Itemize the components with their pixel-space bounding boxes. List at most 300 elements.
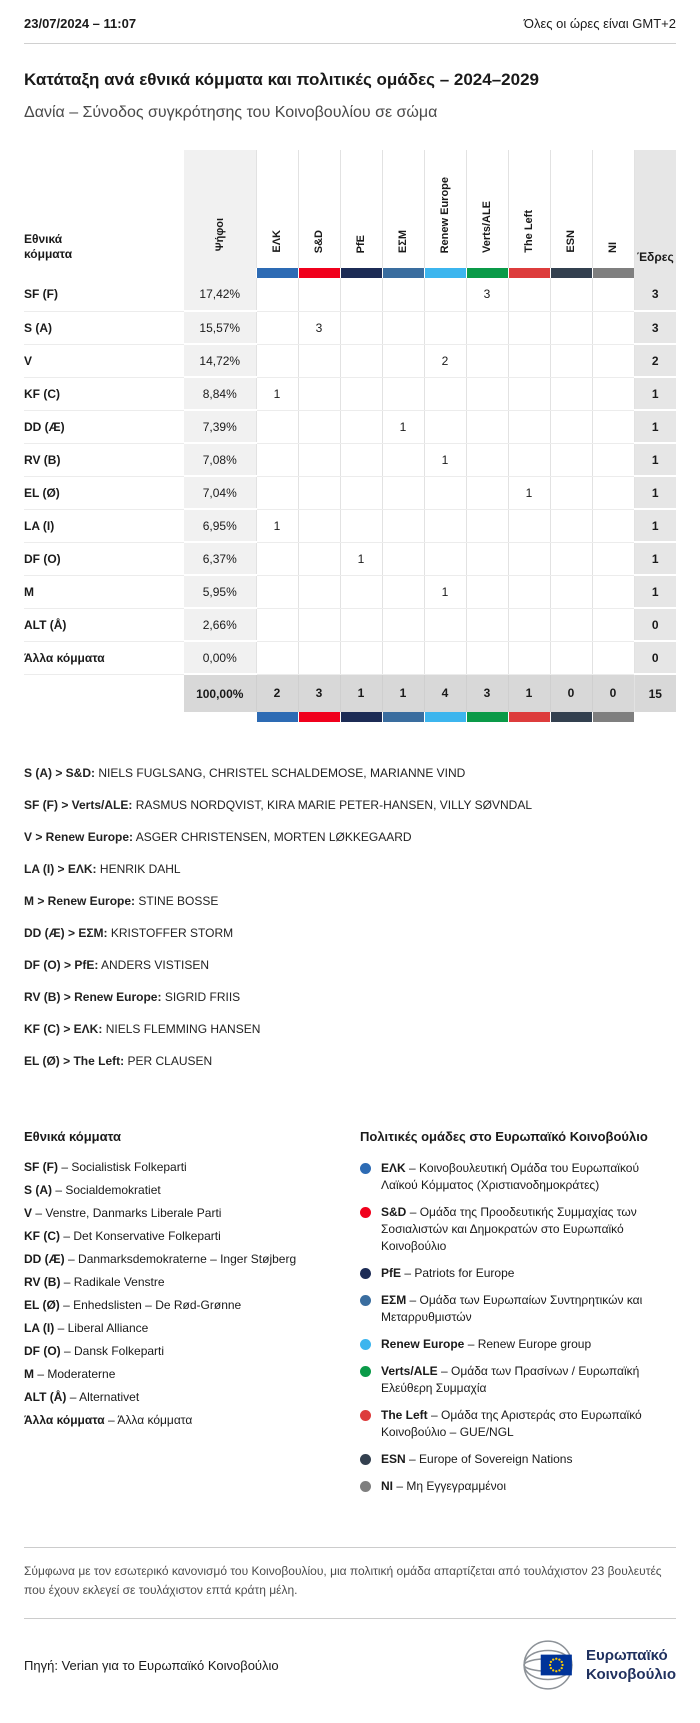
table-row xyxy=(24,377,676,410)
group-seats-cell xyxy=(424,377,466,410)
group-seats-cell xyxy=(424,542,466,575)
group-seats-cell xyxy=(508,278,550,311)
legend-party-item xyxy=(24,1413,356,1427)
table-row xyxy=(24,542,676,575)
legend-party-item xyxy=(24,1367,356,1381)
group-seats-cell xyxy=(550,377,592,410)
ep-logo-line2: Κοινοβούλιο xyxy=(585,1666,676,1683)
group-seats-cell xyxy=(340,608,382,641)
legend-group-text xyxy=(381,1265,514,1282)
party-code: DF (O) xyxy=(24,1344,61,1358)
party-name: SF (F) xyxy=(24,278,184,311)
total-group-seats: 3 xyxy=(298,674,340,712)
mep-line-names: KRISTOFFER STORM xyxy=(110,926,234,940)
group-code: Renew Europe xyxy=(381,1337,465,1351)
mep-line-prefix: S (A) > S&D: xyxy=(24,766,96,780)
party-code: M xyxy=(24,1367,34,1381)
group-color-dot xyxy=(360,1268,371,1279)
legend-group-text xyxy=(381,1336,591,1353)
mep-line-prefix: SF (F) > Verts/ALE: xyxy=(24,798,133,812)
total-group-seats: 1 xyxy=(340,674,382,712)
divider xyxy=(24,1547,676,1548)
total-group-seats: 2 xyxy=(256,674,298,712)
group-seats-cell xyxy=(298,509,340,542)
legend-groups-title: Πολιτικές ομάδες στο Ευρωπαϊκό Κοινοβούλιο xyxy=(360,1129,648,1144)
group-seats-cell xyxy=(256,278,298,311)
group-color-bar xyxy=(298,268,340,278)
page-subtitle: Δανία – Σύνοδος συγκρότησης του Κοινοβουλίου σε σώμα xyxy=(24,104,438,121)
group-color-bar xyxy=(340,268,382,278)
total-group-seats: 0 xyxy=(592,674,634,712)
party-full-name: – Venstre, Danmarks Liberale Parti xyxy=(35,1206,222,1220)
group-seats-cell xyxy=(340,443,382,476)
group-seats-cell xyxy=(298,443,340,476)
legend-party-item xyxy=(24,1183,356,1197)
group-seats-cell xyxy=(466,641,508,674)
group-seats-cell xyxy=(550,641,592,674)
party-full-name: – Enhedslisten – De Rød-Grønne xyxy=(63,1298,242,1312)
party-name: ALT (Å) xyxy=(24,608,184,641)
group-column-label: Verts/ALE xyxy=(481,201,493,253)
mep-line-prefix: RV (B) > Renew Europe: xyxy=(24,990,162,1004)
group-seats-cell xyxy=(424,641,466,674)
votes-percent: 8,84% xyxy=(184,377,256,410)
group-column-header-epp xyxy=(256,150,298,268)
group-seats-cell xyxy=(256,344,298,377)
mep-line-prefix: DD (Æ) > ΕΣΜ: xyxy=(24,926,108,940)
group-seats-cell xyxy=(592,443,634,476)
group-color-bar xyxy=(508,712,550,722)
total-votes: 100,00% xyxy=(184,674,256,712)
party-code: RV (B) xyxy=(24,1275,61,1289)
group-column-label: Renew Europe xyxy=(439,176,451,253)
group-column-label: NI xyxy=(607,242,619,253)
group-seats-cell xyxy=(256,443,298,476)
table-row xyxy=(24,575,676,608)
group-color-bar xyxy=(466,712,508,722)
group-seats-cell xyxy=(256,476,298,509)
group-color-dot xyxy=(360,1295,371,1306)
group-seats-cell xyxy=(466,344,508,377)
group-seats-cell: 1 xyxy=(256,377,298,410)
group-column-label: S&D xyxy=(313,229,325,253)
mep-line xyxy=(24,1022,676,1037)
group-color-bar xyxy=(592,268,634,278)
group-color-bar xyxy=(424,712,466,722)
party-code: Άλλα κόμματα xyxy=(24,1413,105,1427)
mep-line xyxy=(24,798,676,813)
seats-column-label: Έδρες xyxy=(636,250,674,264)
group-seats-cell xyxy=(508,575,550,608)
mep-line-prefix: LA (I) > ΕΛΚ: xyxy=(24,862,97,876)
group-color-bar xyxy=(298,712,340,722)
party-total-seats: 1 xyxy=(634,476,676,509)
group-seats-cell xyxy=(382,311,424,344)
corner-cell xyxy=(24,150,184,278)
group-seats-cell xyxy=(256,575,298,608)
mep-line xyxy=(24,958,676,973)
total-row xyxy=(24,674,676,712)
party-total-seats: 2 xyxy=(634,344,676,377)
party-full-name: – Socialdemokratiet xyxy=(55,1183,161,1197)
party-full-name: – Danmarksdemokraterne – Inger Støjberg xyxy=(68,1252,297,1266)
group-column-label: ΕΣΜ xyxy=(397,229,409,253)
legend-group-item xyxy=(360,1478,676,1495)
group-seats-cell xyxy=(508,443,550,476)
table-row xyxy=(24,641,676,674)
group-seats-cell xyxy=(382,443,424,476)
group-seats-cell xyxy=(550,278,592,311)
table-row xyxy=(24,278,676,311)
votes-percent: 7,04% xyxy=(184,476,256,509)
votes-percent: 6,37% xyxy=(184,542,256,575)
group-column-header-pfe xyxy=(340,150,382,268)
total-group-seats: 1 xyxy=(382,674,424,712)
group-seats-cell xyxy=(382,377,424,410)
mep-line-names: NIELS FUGLSANG, CHRISTEL SCHALDEMOSE, MARIANNE VIND xyxy=(98,766,466,780)
votes-percent: 2,66% xyxy=(184,608,256,641)
table-row xyxy=(24,476,676,509)
mep-list xyxy=(24,766,676,1069)
mep-line-prefix: DF (O) > PfE: xyxy=(24,958,99,972)
ep-logo-mark xyxy=(520,1637,576,1693)
group-seats-cell xyxy=(298,575,340,608)
party-code: S (A) xyxy=(24,1183,52,1197)
group-description: – Ομάδα της Αριστεράς στο Ευρωπαϊκό Κοινοβούλιο – GUE/NGL xyxy=(381,1408,642,1439)
group-seats-cell xyxy=(466,575,508,608)
group-seats-cell xyxy=(340,344,382,377)
group-seats-cell xyxy=(256,608,298,641)
group-seats-cell xyxy=(508,410,550,443)
legend-party-item xyxy=(24,1344,356,1358)
group-color-dot xyxy=(360,1339,371,1350)
group-seats-cell xyxy=(298,608,340,641)
timezone-note: Όλες οι ώρες είναι GMT+2 xyxy=(523,16,676,31)
group-seats-cell xyxy=(466,311,508,344)
group-seats-cell xyxy=(340,311,382,344)
legend-group-item xyxy=(360,1160,676,1194)
group-seats-cell xyxy=(550,344,592,377)
group-code: NI xyxy=(381,1479,393,1493)
group-code: The Left xyxy=(381,1408,428,1422)
group-column-header-ecr xyxy=(382,150,424,268)
party-full-name: – Liberal Alliance xyxy=(57,1321,149,1335)
group-seats-cell xyxy=(424,311,466,344)
group-seats-cell: 2 xyxy=(424,344,466,377)
legend-parties-column xyxy=(24,1129,356,1505)
corner-label: Εθνικά κόμματα xyxy=(24,232,73,261)
group-column-label: PfE xyxy=(355,234,367,253)
group-seats-cell xyxy=(256,311,298,344)
mep-line-names: ASGER CHRISTENSEN, MORTEN LØKKEGAARD xyxy=(135,830,412,844)
party-code: ALT (Å) xyxy=(24,1390,67,1404)
group-seats-cell xyxy=(550,443,592,476)
footnote: Σύμφωνα με τον εσωτερικό κανονισμό του Κοινοβουλίου, μια πολιτική ομάδα απαρτίζεται από τουλάχιστον 23 βουλευτές που έχουν εκλεγεί σε τουλάχιστον επτά κράτη μέλη. xyxy=(24,1564,662,1597)
table-row xyxy=(24,344,676,377)
group-seats-cell xyxy=(256,410,298,443)
party-name: S (A) xyxy=(24,311,184,344)
mep-line-prefix: V > Renew Europe: xyxy=(24,830,134,844)
party-total-seats: 1 xyxy=(634,377,676,410)
party-name: RV (B) xyxy=(24,443,184,476)
mep-line-names: HENRIK DAHL xyxy=(99,862,181,876)
group-color-bar xyxy=(256,712,298,722)
legend-groups-list xyxy=(360,1160,676,1495)
legend-group-text xyxy=(381,1204,676,1255)
ep-logo-line1: Ευρωπαϊκό xyxy=(585,1647,668,1664)
group-seats-cell: 3 xyxy=(466,278,508,311)
group-seats-cell xyxy=(340,575,382,608)
group-seats-cell xyxy=(508,542,550,575)
group-column-header-left xyxy=(508,150,550,268)
group-seats-cell xyxy=(592,377,634,410)
group-seats-cell: 3 xyxy=(298,311,340,344)
legend-parties-list xyxy=(24,1160,356,1427)
votes-percent: 5,95% xyxy=(184,575,256,608)
mep-line xyxy=(24,830,676,845)
group-seats-cell xyxy=(340,410,382,443)
group-column-label: ΕΛΚ xyxy=(271,230,283,253)
group-seats-cell xyxy=(340,509,382,542)
legend-party-item xyxy=(24,1390,356,1404)
group-description: – Europe of Sovereign Nations xyxy=(409,1452,573,1466)
group-seats-cell: 1 xyxy=(424,575,466,608)
group-seats-cell xyxy=(550,476,592,509)
group-seats-cell xyxy=(298,542,340,575)
party-total-seats: 1 xyxy=(634,575,676,608)
party-name: LA (I) xyxy=(24,509,184,542)
group-seats-cell xyxy=(550,575,592,608)
votes-percent: 7,39% xyxy=(184,410,256,443)
legend-group-item xyxy=(360,1336,676,1353)
mep-line xyxy=(24,1054,676,1069)
group-seats-cell xyxy=(424,278,466,311)
party-code: DD (Æ) xyxy=(24,1252,65,1266)
group-seats-cell xyxy=(508,377,550,410)
page-footer xyxy=(24,1619,676,1693)
group-seats-cell xyxy=(340,377,382,410)
total-row-empty-cell xyxy=(24,674,184,712)
group-seats-cell xyxy=(592,311,634,344)
ep-logo-text xyxy=(586,1646,676,1684)
mep-line-prefix: KF (C) > ΕΛΚ: xyxy=(24,1022,103,1036)
party-full-name: – Det Konservative Folkeparti xyxy=(63,1229,221,1243)
group-seats-cell: 1 xyxy=(340,542,382,575)
total-group-seats: 3 xyxy=(466,674,508,712)
group-seats-cell xyxy=(340,641,382,674)
group-seats-cell xyxy=(382,641,424,674)
group-column-header-sd xyxy=(298,150,340,268)
group-seats-cell xyxy=(466,410,508,443)
votes-percent: 6,95% xyxy=(184,509,256,542)
group-color-bar xyxy=(382,712,424,722)
party-total-seats: 0 xyxy=(634,608,676,641)
legend-party-item xyxy=(24,1206,356,1220)
legend-party-item xyxy=(24,1229,356,1243)
group-color-dot xyxy=(360,1410,371,1421)
table-row xyxy=(24,410,676,443)
votes-percent: 14,72% xyxy=(184,344,256,377)
group-seats-cell xyxy=(508,509,550,542)
mep-line xyxy=(24,926,676,941)
group-seats-cell: 1 xyxy=(424,443,466,476)
group-column-label: The Left xyxy=(523,210,535,253)
group-seats-cell: 1 xyxy=(256,509,298,542)
group-seats-cell xyxy=(592,410,634,443)
group-seats-cell xyxy=(424,410,466,443)
group-code: ΕΣΜ xyxy=(381,1293,407,1307)
votes-column-label: Ψήφοι xyxy=(213,217,226,251)
party-total-seats: 3 xyxy=(634,311,676,344)
group-column-header-ni xyxy=(592,150,634,268)
table-row xyxy=(24,443,676,476)
legend-group-text xyxy=(381,1451,572,1468)
party-full-name: – Moderaterne xyxy=(37,1367,116,1381)
party-code: LA (I) xyxy=(24,1321,55,1335)
group-seats-cell xyxy=(592,278,634,311)
total-group-seats: 0 xyxy=(550,674,592,712)
party-full-name: – Alternativet xyxy=(69,1390,140,1404)
group-seats-cell xyxy=(424,608,466,641)
group-color-bar xyxy=(382,268,424,278)
group-seats-cell xyxy=(508,311,550,344)
legend-groups-column xyxy=(360,1129,676,1505)
group-seats-cell xyxy=(382,278,424,311)
results-table-body xyxy=(24,278,676,674)
party-name: Άλλα κόμματα xyxy=(24,641,184,674)
votes-percent: 15,57% xyxy=(184,311,256,344)
group-seats-cell xyxy=(298,410,340,443)
group-seats-cell xyxy=(550,311,592,344)
datetime-label: 23/07/2024 – 11:07 xyxy=(24,16,137,31)
legend-group-text xyxy=(381,1363,676,1397)
seats-column-header xyxy=(634,150,676,278)
legend-party-item xyxy=(24,1252,356,1266)
group-column-header-esn xyxy=(550,150,592,268)
group-description: – Μη Εγγεγραμμένοι xyxy=(396,1479,506,1493)
mep-line-names: ANDERS VISTISEN xyxy=(101,958,210,972)
party-full-name: – Άλλα κόμματα xyxy=(108,1413,193,1427)
group-seats-cell xyxy=(592,641,634,674)
group-seats-cell xyxy=(592,542,634,575)
group-color-bar xyxy=(592,712,634,722)
group-seats-cell xyxy=(550,542,592,575)
total-seats: 15 xyxy=(634,674,676,712)
total-group-seats: 4 xyxy=(424,674,466,712)
legend-group-text xyxy=(381,1407,676,1441)
ep-logo xyxy=(520,1637,676,1693)
party-full-name: – Dansk Folkeparti xyxy=(64,1344,165,1358)
group-code: PfE xyxy=(381,1266,402,1280)
group-seats-cell xyxy=(298,278,340,311)
group-seats-cell xyxy=(382,575,424,608)
group-seats-cell xyxy=(256,641,298,674)
party-full-name: – Radikale Venstre xyxy=(63,1275,165,1289)
group-column-label: ESN xyxy=(565,230,577,253)
mep-line-names: SIGRID FRIIS xyxy=(164,990,241,1004)
table-row xyxy=(24,311,676,344)
party-name: KF (C) xyxy=(24,377,184,410)
group-description: – Renew Europe group xyxy=(467,1337,592,1351)
group-seats-cell xyxy=(256,542,298,575)
legend-group-text xyxy=(381,1160,676,1194)
party-total-seats: 1 xyxy=(634,542,676,575)
mep-line xyxy=(24,862,676,877)
mep-line-prefix: EL (Ø) > The Left: xyxy=(24,1054,125,1068)
group-seats-cell: 1 xyxy=(508,476,550,509)
group-seats-cell: 1 xyxy=(382,410,424,443)
party-code: EL (Ø) xyxy=(24,1298,60,1312)
mep-line-names: STINE BOSSE xyxy=(138,894,219,908)
group-seats-cell xyxy=(382,344,424,377)
group-seats-cell xyxy=(466,542,508,575)
legend-party-item xyxy=(24,1298,356,1312)
legend-group-item xyxy=(360,1363,676,1397)
group-seats-cell xyxy=(592,476,634,509)
group-description: – Ομάδα των Πρασίνων / Ευρωπαϊκή Ελεύθερη Συμμαχία xyxy=(381,1364,640,1395)
group-color-dot xyxy=(360,1163,371,1174)
votes-percent: 7,08% xyxy=(184,443,256,476)
group-seats-cell xyxy=(550,410,592,443)
group-seats-cell xyxy=(592,575,634,608)
group-color-dot xyxy=(360,1481,371,1492)
results-table-footer xyxy=(24,674,676,722)
group-seats-cell xyxy=(550,509,592,542)
legend-party-item xyxy=(24,1321,356,1335)
party-code: SF (F) xyxy=(24,1160,58,1174)
group-seats-cell xyxy=(298,476,340,509)
group-color-bar xyxy=(466,268,508,278)
table-row xyxy=(24,509,676,542)
legend-party-item xyxy=(24,1160,356,1174)
results-table xyxy=(24,150,676,722)
group-color-dot xyxy=(360,1207,371,1218)
mep-line xyxy=(24,766,676,781)
group-description: – Patriots for Europe xyxy=(404,1266,515,1280)
legend-parties-title: Εθνικά κόμματα xyxy=(24,1129,122,1144)
party-name: DD (Æ) xyxy=(24,410,184,443)
party-code: KF (C) xyxy=(24,1229,60,1243)
party-code: V xyxy=(24,1206,33,1220)
group-color-bar xyxy=(508,268,550,278)
votes-percent: 0,00% xyxy=(184,641,256,674)
group-color-dot xyxy=(360,1454,371,1465)
group-seats-cell xyxy=(466,443,508,476)
group-seats-cell xyxy=(592,344,634,377)
results-table-header xyxy=(24,150,676,278)
group-color-dot xyxy=(360,1366,371,1377)
mep-line-names: PER CLAUSEN xyxy=(127,1054,213,1068)
legend-group-item xyxy=(360,1451,676,1468)
group-color-bar xyxy=(550,712,592,722)
legend-group-item xyxy=(360,1265,676,1282)
group-seats-cell xyxy=(508,641,550,674)
votes-percent: 17,42% xyxy=(184,278,256,311)
group-seats-cell xyxy=(592,509,634,542)
party-total-seats: 0 xyxy=(634,641,676,674)
mep-line-names: NIELS FLEMMING HANSEN xyxy=(105,1022,261,1036)
group-color-bar xyxy=(340,712,382,722)
group-color-bar-row-bottom xyxy=(24,712,676,722)
group-seats-cell xyxy=(508,608,550,641)
group-seats-cell xyxy=(424,509,466,542)
votes-column-header xyxy=(184,150,256,278)
group-column-header-renew xyxy=(424,150,466,268)
group-seats-cell xyxy=(298,344,340,377)
group-code: ΕΛΚ xyxy=(381,1161,406,1175)
group-code: Verts/ALE xyxy=(381,1364,438,1378)
legend-group-text xyxy=(381,1292,676,1326)
